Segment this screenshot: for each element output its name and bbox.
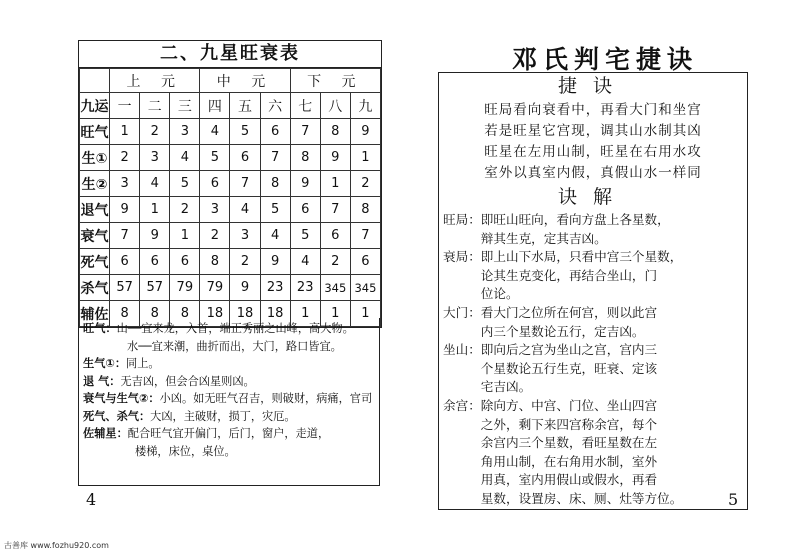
table-cell: 8 (320, 119, 350, 145)
verse-line: 旺局看向衰看中，再看大门和坐宫 (484, 102, 702, 118)
note-text: 同上。 (126, 357, 160, 370)
table-cell: 6 (350, 249, 380, 275)
table-cell: 79 (170, 275, 200, 301)
yuan-corner (80, 69, 110, 93)
explanation-body (481, 248, 743, 304)
table-cell: 8 (140, 301, 170, 327)
table-row (80, 119, 381, 145)
yuan-middle: 中 元 (200, 69, 290, 93)
table-row (80, 171, 381, 197)
explanation-label: 坐山： (443, 342, 481, 358)
table-cell: 9 (230, 275, 260, 301)
table-cell: 1 (290, 301, 320, 327)
notes-box (78, 318, 380, 486)
verse-line: 若是旺星它宫现，调其山水制其凶 (484, 123, 702, 139)
explanation-body (481, 341, 743, 397)
table-cell: 345 (350, 275, 380, 301)
table-cell: 1 (350, 301, 380, 327)
row-label: 生① (80, 145, 110, 171)
explanation-label: 余宫： (443, 397, 481, 413)
table-cell: 23 (290, 275, 320, 301)
table-cell: 9 (320, 145, 350, 171)
table-cell: 8 (170, 301, 200, 327)
explanation-line: 内三个星数论五行，定吉凶。 (480, 323, 645, 339)
note-label: 退 气： (83, 374, 121, 388)
explanation-item (443, 248, 743, 304)
table-cell: 7 (110, 223, 140, 249)
table-cell: 2 (350, 171, 380, 197)
table-cell: 2 (320, 249, 350, 275)
table-cell: 6 (290, 197, 320, 223)
note-text: 山──宜来龙，入首，端正秀丽之山峰，高大物。 (116, 322, 354, 335)
book-title: 邓氏判宅捷诀 (511, 45, 698, 74)
table-cell: 8 (110, 301, 140, 327)
explanation-list (439, 211, 747, 509)
explanation-item (443, 341, 743, 397)
nine-star-table (78, 40, 382, 328)
row-label: 辅佐 (80, 301, 110, 327)
table-cell: 3 (140, 145, 170, 171)
table-cell: 23 (260, 275, 290, 301)
table-cell: 7 (350, 223, 380, 249)
table-row (80, 249, 381, 275)
table-cell: 3 (110, 171, 140, 197)
table-cell: 3 (230, 223, 260, 249)
table-title: 二、九星旺衰表 (79, 41, 381, 68)
table-cell: 345 (320, 275, 350, 301)
table-cell: 2 (170, 197, 200, 223)
table-cell: 1 (320, 301, 350, 327)
note-label: 衰气与生气②： (83, 392, 160, 405)
explanation-line: 看大门之位所在何宫，则以此宫 (480, 304, 658, 320)
right-page (430, 0, 760, 520)
section-title-jiejue: 捷诀 (557, 75, 628, 97)
explanation-label: 旺局： (443, 212, 481, 227)
row-label: 退气 (80, 197, 110, 223)
explanation-item (443, 211, 743, 248)
explanation-label: 大门： (443, 304, 481, 320)
table-row (80, 197, 381, 223)
row-label: 衰气 (80, 223, 110, 249)
table-cell: 8 (260, 171, 290, 197)
table-cell: 9 (290, 171, 320, 197)
note-line (83, 320, 375, 338)
note-line (83, 355, 375, 373)
explanation-item (443, 304, 743, 341)
note-line (83, 425, 375, 443)
note-line (83, 373, 375, 391)
section-title-juejie: 诀解 (557, 186, 628, 208)
row-label: 旺气 (80, 119, 110, 145)
header-cell: 四 (200, 93, 230, 119)
explanation-line: 个星数论五行生克，旺衰、定该 (480, 360, 658, 376)
table-cell: 2 (230, 249, 260, 275)
yuan-row (80, 69, 381, 93)
table-cell: 9 (110, 197, 140, 223)
footer-watermark: 古善库 www.fozhu920.com (4, 541, 109, 550)
table-cell: 5 (200, 145, 230, 171)
page-number-right: 5 (728, 490, 739, 509)
row-label: 杀气 (80, 275, 110, 301)
explanation-line: 即上山下水局，只看中宫三个星数， (480, 249, 683, 265)
table-cell: 5 (260, 197, 290, 223)
explanation-line: 即向后之宫为坐山之宫，宫内三 (480, 342, 658, 358)
note-text: 配合旺气宜开偏门，后门，窗户，走道， (127, 427, 330, 440)
table-cell: 8 (290, 145, 320, 171)
explanation-line: 即旺山旺向，看向方盘上各星数， (480, 212, 670, 227)
table-row (80, 275, 381, 301)
table-cell: 7 (320, 197, 350, 223)
table-cell: 3 (200, 197, 230, 223)
row-label: 生② (80, 171, 110, 197)
yuan-upper: 上 元 (110, 69, 200, 93)
table-cell: 6 (230, 145, 260, 171)
table-cell: 1 (140, 197, 170, 223)
table-cell: 5 (230, 119, 260, 145)
table-cell: 7 (290, 119, 320, 145)
verse (439, 100, 747, 184)
explanation-line: 除向方、中宫、门位、坐山四宫 (480, 397, 658, 413)
explanation-line: 辩其生克，定其吉凶。 (480, 230, 607, 246)
note-text: 水──宜来潮，曲折而出，大门，路口皆宜。 (127, 339, 342, 353)
header-cell: 九运 (80, 93, 110, 119)
table-cell: 7 (260, 145, 290, 171)
note-text: 楼梯，床位，桌位。 (135, 444, 236, 458)
star-grid (79, 68, 381, 327)
table-cell: 3 (170, 119, 200, 145)
table-cell: 7 (230, 171, 260, 197)
explanation-body (481, 211, 743, 248)
table-row (80, 145, 381, 171)
explanation-body (481, 304, 743, 341)
table-cell: 9 (350, 119, 380, 145)
table-cell: 18 (200, 301, 230, 327)
header-cell: 九 (350, 93, 380, 119)
table-cell: 57 (110, 275, 140, 301)
header-cell: 三 (170, 93, 200, 119)
table-cell: 1 (320, 171, 350, 197)
table-cell: 9 (140, 223, 170, 249)
explanation-item (443, 397, 743, 509)
explanation-line: 角用山制，在右角用水制，室外 (480, 453, 658, 469)
verse-line: 旺星在左用山制，旺星在右用水攻 (484, 144, 702, 160)
table-cell: 18 (230, 301, 260, 327)
table-cell: 1 (350, 145, 380, 171)
table-cell: 79 (200, 275, 230, 301)
explanation-line: 论其生克变化，再结合坐山，门 (480, 267, 658, 283)
explanation-body (481, 397, 743, 509)
table-cell: 5 (170, 171, 200, 197)
table-cell: 4 (170, 145, 200, 171)
table-cell: 6 (200, 171, 230, 197)
explanation-label: 衰局： (443, 249, 481, 265)
table-cell: 1 (110, 119, 140, 145)
page-number-left: 4 (86, 490, 97, 509)
note-text: 大凶，主破财，损丁，灾厄。 (150, 409, 296, 423)
table-cell: 4 (200, 119, 230, 145)
row-label: 死气 (80, 249, 110, 275)
header-cell: 五 (230, 93, 260, 119)
table-cell: 5 (290, 223, 320, 249)
note-line (83, 390, 375, 408)
header-cell: 二 (140, 93, 170, 119)
table-cell: 4 (230, 197, 260, 223)
note-line (83, 408, 375, 426)
explanation-line: 用真，室内用假山或假水，再看 (480, 472, 658, 488)
table-cell: 6 (140, 249, 170, 275)
table-cell: 4 (140, 171, 170, 197)
jue-box (438, 72, 748, 510)
note-text: 小凶。如无旺气召吉，则破财，病痛，官司 (159, 392, 373, 405)
verse-line: 室外以真室内假，真假山水一样同 (484, 165, 702, 181)
table-cell: 2 (110, 145, 140, 171)
table-row (80, 223, 381, 249)
header-cell: 六 (260, 93, 290, 119)
note-label: 死气、杀气： (83, 409, 151, 423)
table-cell: 6 (320, 223, 350, 249)
header-cell: 七 (290, 93, 320, 119)
table-cell: 9 (260, 249, 290, 275)
note-label: 旺气： (83, 322, 117, 335)
table-cell: 8 (350, 197, 380, 223)
header-cell: 八 (320, 93, 350, 119)
table-cell: 6 (260, 119, 290, 145)
explanation-line: 之外，剩下来四宫称余宫，每个 (480, 416, 658, 432)
explanation-line: 余宫内三个星数，看旺星数在左 (480, 435, 658, 451)
table-cell: 1 (170, 223, 200, 249)
note-line (83, 338, 375, 356)
left-page (70, 0, 390, 520)
table-cell: 6 (170, 249, 200, 275)
table-cell: 4 (260, 223, 290, 249)
explanation-line: 星数，设置房、床、厕、灶等方位。 (480, 490, 683, 506)
note-label: 佐辅星： (83, 427, 128, 440)
table-cell: 2 (200, 223, 230, 249)
note-text: 无吉凶，但会合凶星则凶。 (120, 374, 255, 388)
table-cell: 4 (290, 249, 320, 275)
table-cell: 6 (110, 249, 140, 275)
yuan-lower: 下 元 (290, 69, 380, 93)
explanation-line: 宅吉凶。 (480, 379, 532, 395)
explanation-line: 位论。 (480, 286, 519, 302)
table-cell: 57 (140, 275, 170, 301)
header-cell: 一 (110, 93, 140, 119)
header-row (80, 93, 381, 119)
table-cell: 2 (140, 119, 170, 145)
table-cell: 18 (260, 301, 290, 327)
note-line (83, 443, 375, 461)
table-cell: 8 (200, 249, 230, 275)
note-label: 生气①： (83, 357, 127, 370)
